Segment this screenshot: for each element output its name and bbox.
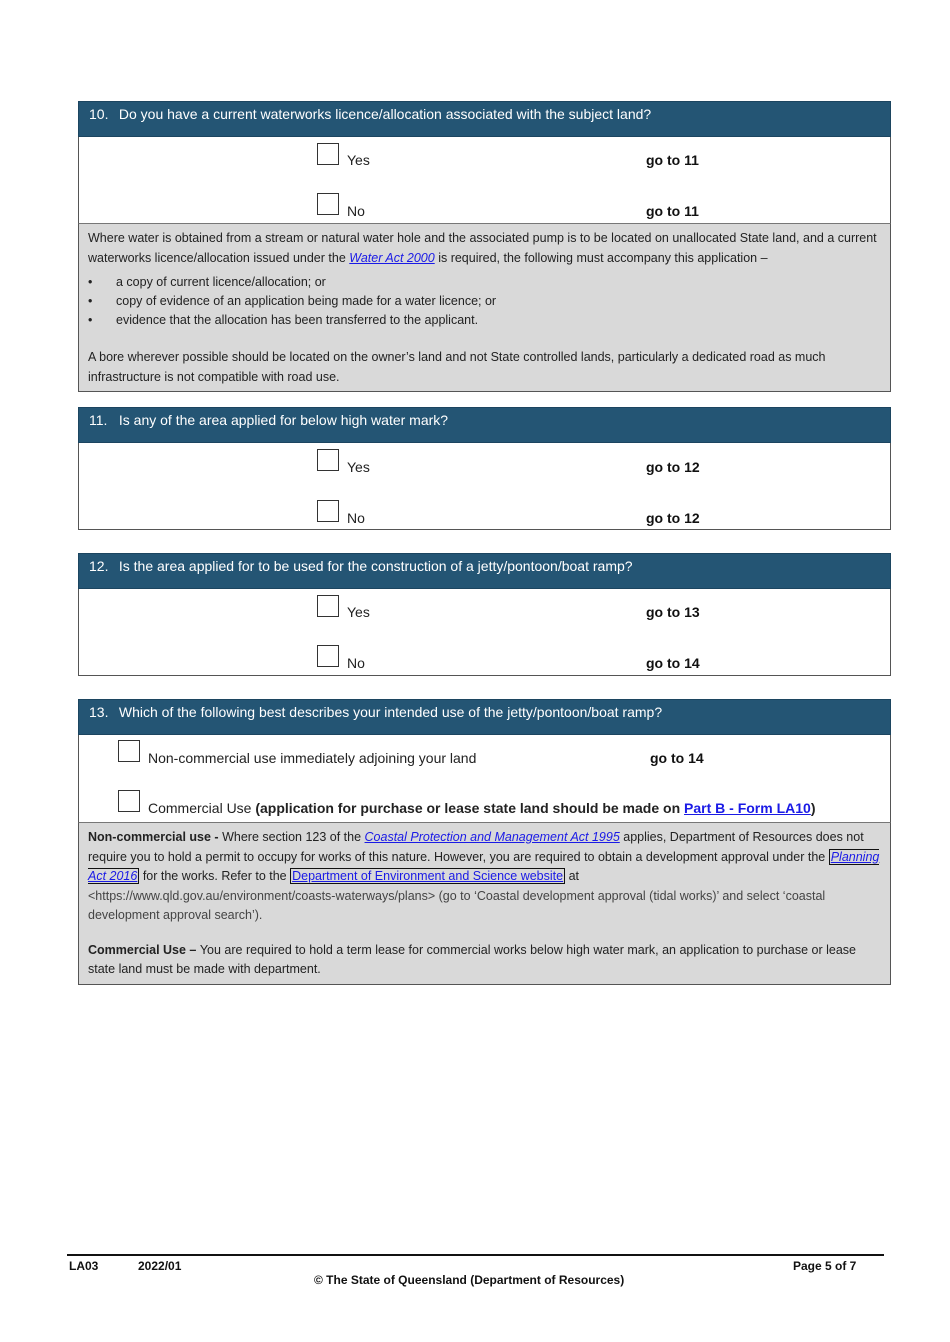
q10-info-paragraph [88,229,881,268]
footer-page-number: Page 5 of 7 [793,1259,857,1273]
list-item: • evidence that the allocation has been transferred to the applicant. [88,311,881,330]
question-12-number: 12. [89,558,109,574]
question-13-info [78,822,891,985]
question-10-number: 10. [89,106,109,122]
q13-commercial-close: ) [810,800,816,816]
water-act-link[interactable]: Water Act 2000 [349,250,435,265]
question-13-header [78,699,891,735]
q10-info-text-a: Where water is obtained from a stream or natural water hole and the associated pump is to be located on unallocated State land, and a current waterworks licence/allocation issued under the [88,231,877,265]
q12-no-checkbox[interactable] [317,645,339,667]
footer-form-code: LA03 [69,1259,99,1273]
q11-no-goto: go to 12 [646,510,700,526]
question-12-header [78,553,891,589]
q10-no-checkbox[interactable] [317,193,339,215]
nc-text-b: applies, Department of Resources does not require you to hold a permit to occupy for works of this nature. However, you are required to obtain a development approval under the [88,830,864,864]
question-12-section [78,553,891,676]
q12-yes-checkbox[interactable] [317,595,339,617]
q12-no-label: No [347,655,365,671]
question-13-number: 13. [89,704,109,720]
q10-yes-label: Yes [347,152,370,168]
question-11-options [78,443,891,530]
question-11-header [78,407,891,443]
commercial-text: You are required to hold a term lease for commercial works below high water mark, an application to purchase or lease state land must be made with department. [88,942,856,976]
q10-info-text-b: is required, the following must accompany this application – [434,250,768,265]
question-10-section [78,101,891,392]
q10-no-goto: go to 11 [646,203,699,219]
question-11-text: Is any of the area applied for below high water mark? [118,412,449,428]
q11-yes-label: Yes [347,459,370,475]
q13-commercial-paragraph [88,941,881,980]
q10-yes-checkbox[interactable] [317,143,339,165]
footer-copyright: © The State of Queensland (Department of Resources) [314,1273,625,1287]
q12-yes-label: Yes [347,604,370,620]
nc-text-a: Where section 123 of the [222,830,365,844]
question-13-options [78,735,891,822]
planning-act-link[interactable]: Planning Act 2016 [88,849,880,883]
q11-no-label: No [347,510,365,526]
q10-no-label: No [347,203,365,219]
question-13-section [78,699,891,985]
question-10-text: Do you have a current waterworks licence/allocation associated with the subject land? [118,106,652,122]
q13-commercial-checkbox[interactable] [118,790,140,812]
question-10-header [78,101,891,137]
q12-yes-goto: go to 13 [646,604,700,620]
question-10-info [78,223,891,392]
q12-no-goto: go to 14 [646,655,700,671]
part-b-form-la10-link[interactable]: Part B - Form LA10 [684,800,811,816]
des-url-text: <https://www.qld.gov.au/environment/coasts-waterways/plans> (go to ‘Coastal development approval (tidal works)’ and select ‘coastal development approval search’). [88,888,826,922]
q13-noncommercial-goto: go to 14 [650,750,704,766]
q13-commercial-label [148,800,816,816]
question-11-section [78,407,891,530]
list-item: • a copy of current licence/allocation; or [88,273,881,292]
question-10-options [78,137,891,223]
q13-commercial-note: (application for purchase or lease state land should be made on [255,800,685,816]
commercial-title: Commercial Use – [88,942,200,957]
question-11-number: 11. [89,412,108,428]
question-12-text: Is the area applied for to be used for the construction of a jetty/pontoon/boat ramp? [118,558,633,574]
q10-yes-goto: go to 11 [646,152,699,168]
noncommercial-title: Non-commercial use - [88,830,223,844]
q11-yes-checkbox[interactable] [317,449,339,471]
q11-yes-goto: go to 12 [646,459,700,475]
q13-commercial-text: Commercial Use [148,800,256,816]
nc-text-c: for the works. Refer to the [139,869,291,883]
list-item: • copy of evidence of an application being made for a water licence; or [88,292,881,311]
q11-no-checkbox[interactable] [317,500,339,522]
des-website-link[interactable]: Department of Environment and Science website [292,869,564,883]
q13-noncommercial-paragraph [88,828,881,926]
q10-requirements-list [88,273,881,330]
coastal-protection-act-link[interactable]: Coastal Protection and Management Act 1995 [364,830,620,844]
footer-divider [67,1254,884,1256]
q10-bore-note: A bore wherever possible should be located on the owner’s land and not State controlled lands, particularly a dedicated road as much infrastructure is not compatible with road use. [88,350,826,384]
nc-text-d: at [565,869,579,883]
q13-noncommercial-label: Non-commercial use immediately adjoining your land [148,750,477,766]
question-13-text: Which of the following best describes your intended use of the jetty/pontoon/boat ramp? [118,704,663,720]
question-12-options [78,589,891,676]
q13-noncommercial-checkbox[interactable] [118,740,140,762]
footer-version: 2022/01 [138,1259,182,1273]
